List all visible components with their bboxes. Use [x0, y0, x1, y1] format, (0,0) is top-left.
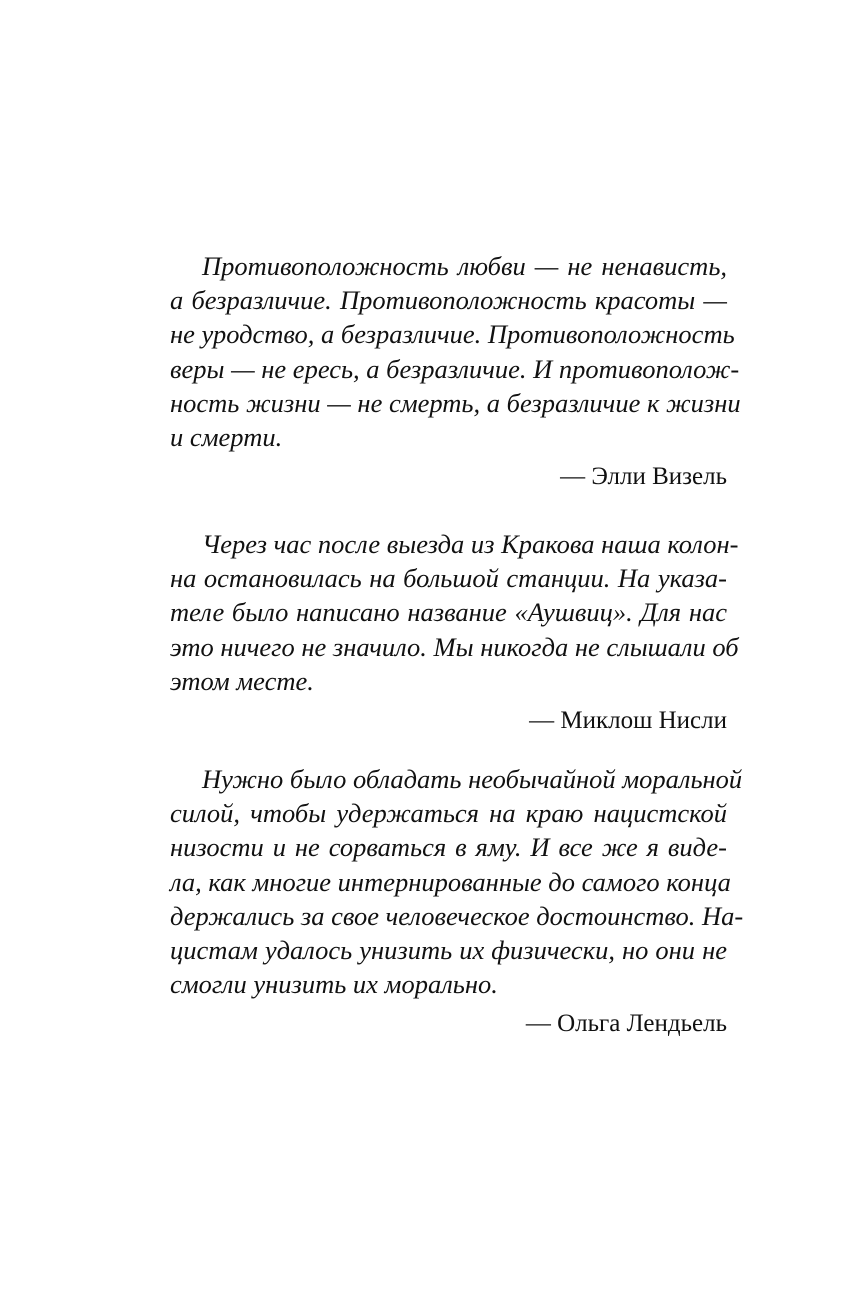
epigraph-line: веры — не ересь, а безразличие. И противополож- — [170, 353, 740, 384]
epigraph-line: ность жизни — не смерть, а безразличие к жизни — [170, 387, 741, 418]
epigraph-attribution: — Миклош Нисли — [529, 706, 727, 734]
epigraph-line: а безразличие. Противоположность красоты — — [170, 285, 727, 316]
epigraph-line: этом месте. — [170, 665, 314, 696]
epigraph-attribution: — Элли Визель — [560, 463, 727, 491]
epigraph-line: низости и не сорваться в яму. И все же я виде- — [170, 832, 727, 863]
epigraph-line: Противоположность любви — не ненависть, — [202, 251, 727, 281]
epigraph-line: Нужно было обладать необычайной моральной — [202, 764, 743, 794]
epigraph-line: не уродство, а безразличие. Противоположность — [170, 319, 735, 350]
epigraph-line: и смерти. — [170, 421, 283, 452]
epigraph-lengyel — [170, 762, 744, 1041]
epigraph-attribution: — Ольга Лендьель — [525, 1010, 727, 1038]
epigraph-nyiszli — [170, 527, 739, 738]
epigraph-line: ла, как многие интернированные до самого конца — [170, 866, 731, 897]
epigraph-line: на остановилась на большой станции. На указа- — [170, 563, 727, 594]
epigraph-line: держались за свое человеческое достоинство. На- — [170, 900, 744, 931]
epigraph-line: это ничего не значило. Мы никогда не слышали об — [170, 631, 739, 662]
epigraph-wiesel — [170, 249, 741, 494]
epigraph-line: теле было написано название «Аушвиц». Для нас — [170, 597, 727, 628]
epigraph-line: смогли унизить их морально. — [170, 969, 498, 1000]
epigraph-line: силой, чтобы удержаться на краю нацистской — [170, 798, 727, 829]
epigraph-line: Через час после выезда из Кракова наша колон- — [202, 529, 739, 559]
epigraph-line: цистам удалось унизить их физически, но они не — [170, 934, 727, 965]
